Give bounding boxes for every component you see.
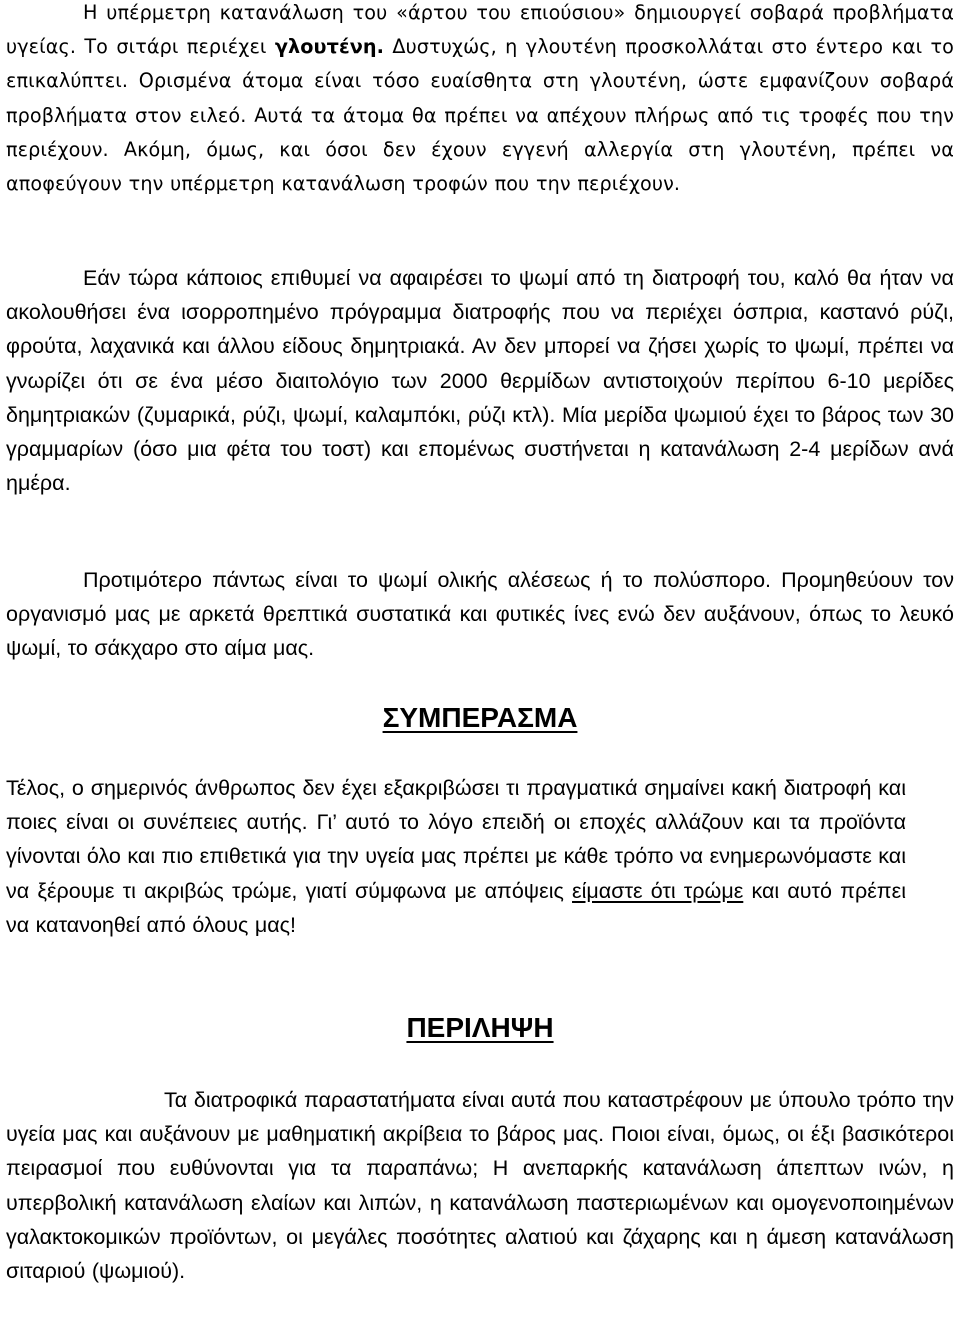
conclusion-part-2: και αυτό πρέπει να κατανοηθεί από όλους μας!	[6, 878, 906, 937]
heading-summary: ΠΕΡΙΛΗΨΗ	[406, 1012, 554, 1043]
paragraph-gluten	[6, 0, 954, 201]
heading-conclusion: ΣΥΜΠΕΡΑΣΜΑ	[382, 702, 578, 733]
paragraph-wholegrain: Προτιμότερο πάντως είναι το ψωμί ολικής αλέσεως ή το πολύσπορο. Προμηθεύουν τον οργανισμό μας με αρκετά θρεπτικά συστατικά και φυτικές ίνες ενώ δεν αυξάνουν, όπως το λευκό ψωμί, το σάκχαρο στο αίμα μας.	[6, 568, 954, 661]
paragraph-summary: Τα διατροφικά παραστατήματα είναι αυτά που καταστρέφουν με ύπουλο τρόπο την υγεία μας και αυξάνουν με μαθηματική ακρίβεια το βάρος μας. Ποιοι είναι, όμως, οι έξι βασικότεροι πειρασμοί που ευθύνονται για τα παραπάνω; Η ανεπαρκής κατανάλωση άπεπτων ινών, η υπερβολική κατανάλωση ελαίων και λιπών, η κατανάλωση παστεριωμένων και ομογενοποιημένων γαλακτοκομικών προϊόντων, οι μεγάλες ποσότητες αλατιού και ζάχαρης και η άμεση κατανάλωση σιταριού (ψωμιού).	[6, 1088, 954, 1284]
paragraph-bread-diet: Εάν τώρα κάποιος επιθυμεί να αφαιρέσει το ψωμί από τη διατροφή του, καλό θα ήταν να ακολουθήσει ένα ισορροπημένο πρόγραμμα διατροφής που να περιέχει όσπρια, καστανό ρύζι, φρούτα, λαχανικά και άλλου είδους δημητριακά. Αν δεν μπορεί να ζήσει χωρίς το ψωμί, πρέπει να γνωρίζει ότι σε ένα μέσο διαιτολόγιο των 2000 θερμίδων αντιστοιχούν περίπου 6-10 μερίδες δημητριακών (ζυμαρικά, ρύζι, ψωμί, καλαμπόκι, ρύζι κτλ). Μία μερίδα ψωμιού έχει το βάρος των 30 γραμμαρίων (όσο μια φέτα του τοστ) και επομένως συστήνεται η κατανάλωση 2-4 μερίδων ανά ημέρα.	[6, 266, 954, 496]
paragraph-gluten-part-2: Δυστυχώς, η γλουτένη προσκολλάται στο έντερο και το επικαλύπτει. Ορισμένα άτομα είναι τόσο ευαίσθητα στη γλουτένη, ώστε εμφανίζουν σοβαρά προβλήματα στον ειλεό. Αυτά τα άτομα θα πρέπει να απέχουν πλήρως από τις τροφές που την περιέχουν. Ακόμη, όμως, και όσοι δεν έχουν εγγενή αλλεργία στη γλουτένη, πρέπει να αποφεύγουν την υπέρμετρη κατανάλωση τροφών που την περιέχουν.	[6, 35, 954, 196]
conclusion-part-1: Τέλος, ο σημερινός άνθρωπος δεν έχει εξακριβώσει τι πραγματικά σημαίνει κακή διατροφή και ποιες είναι οι συνέπειες αυτής. Γι’ αυτό το λόγο επειδή οι εποχές αλλάζουν και τα προϊόντα γίνονται όλο και πιο επιθετικά για την υγεία μας πρέπει με κάθε τρόπο να ενημερωνόμαστε και να ξέρουμε τι ακριβώς τρώμε, γιατί σύμφωνα με απόψεις	[6, 776, 906, 903]
conclusion-underlined-phrase: είμαστε ότι τρώμε	[572, 878, 744, 903]
paragraph-gluten-part-1: Η υπέρμετρη κατανάλωση του «άρτου του επιούσιου» δημιουργεί σοβαρά προβλήματα υγείας. Το σιτάρι περιέχει	[6, 1, 954, 59]
gluten-bold: γλουτένη.	[274, 35, 385, 59]
paragraph-conclusion	[6, 771, 906, 942]
